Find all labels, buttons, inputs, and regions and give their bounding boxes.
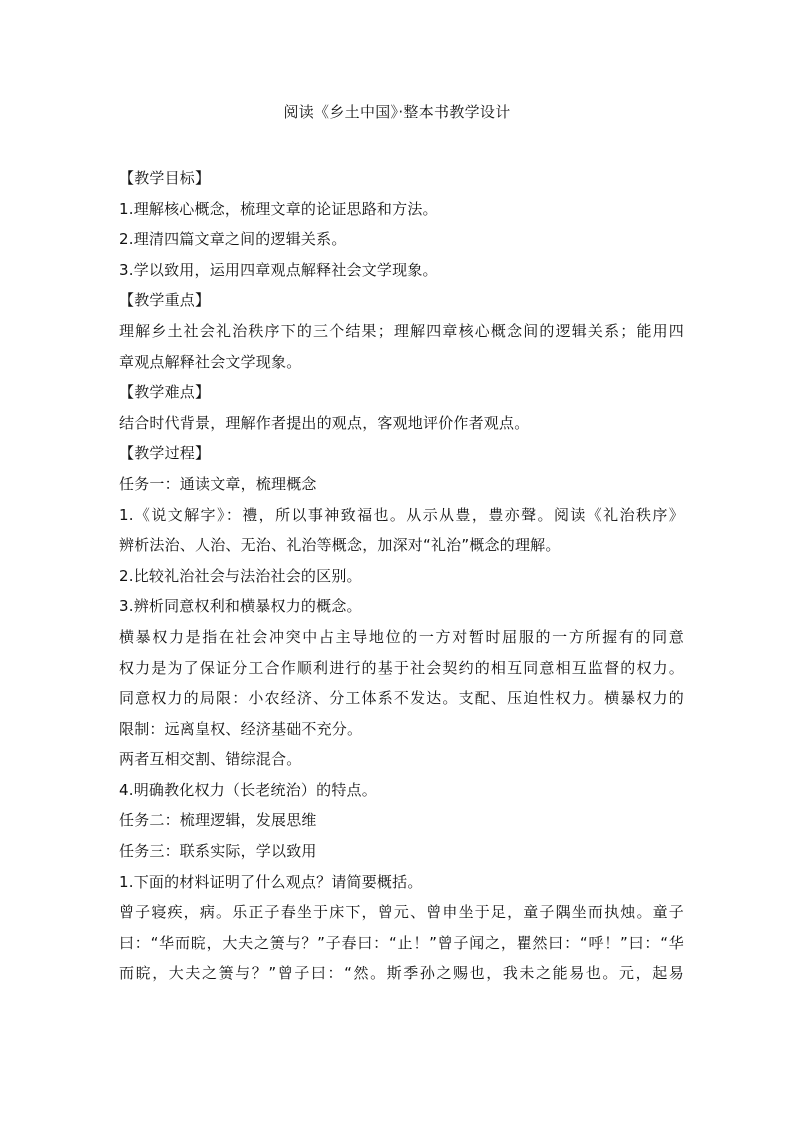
power-definition-line-1: 横暴权力是指在社会冲突中占主导地位的一方对暂时屈服的一方所握有的同意 [119, 627, 684, 646]
difficulties-text: 结合时代背景，理解作者提出的观点，客观地评价作者观点。 [119, 413, 530, 432]
task-1-item-2: 2.比较礼治社会与法治社会的区别。 [119, 566, 362, 585]
power-mixed-note: 两者互相交割、错综混合。 [119, 750, 302, 769]
objective-item-3: 3.学以致用，运用四章观点解释社会文学现象。 [119, 260, 438, 279]
task-1-item-1-line-1: 1.《说文解字》：禮，所以事神致福也。从示从豊，豊亦聲。阅读《礼治秩序》 [119, 505, 684, 524]
section-heading-objectives: 【教学目标】 [119, 169, 211, 187]
power-definition-line-2: 权力是为了保证分工合作顺利进行的基于社会契约的相互同意相互监督的权力。 [119, 658, 684, 677]
key-points-text-line-2: 章观点解释社会文学现象。 [119, 352, 302, 371]
objective-item-2: 2.理清四篇文章之间的逻辑关系。 [119, 230, 347, 249]
section-heading-difficulties: 【教学难点】 [119, 383, 211, 402]
task-3-heading: 任务三：联系实际，学以致用 [119, 842, 317, 861]
power-limits-line-1: 同意权力的局限：小农经济、分工体系不发达。支配、压迫性权力。横暴权力的 [119, 689, 684, 708]
section-heading-key-points: 【教学重点】 [119, 291, 211, 310]
objective-item-1: 1.理解核心概念，梳理文章的论证思路和方法。 [119, 199, 438, 218]
task-1-item-4: 4.明确教化权力（长老统治）的特点。 [119, 780, 377, 799]
document-body [119, 163, 684, 989]
key-points-text-line-1: 理解乡土社会礼治秩序下的三个结果；理解四章核心概念间的逻辑关系；能用四 [119, 321, 684, 340]
task-1-item-3: 3.辨析同意权利和横暴权力的概念。 [119, 597, 362, 616]
section-heading-process: 【教学过程】 [119, 444, 211, 463]
task-2-heading: 任务二：梳理逻辑，发展思维 [119, 811, 317, 830]
power-limits-line-2: 限制：远离皇权、经济基础不充分。 [119, 719, 363, 738]
task-1-item-1-line-2: 辨析法治、人治、无治、礼治等概念，加深对“礼治”概念的理解。 [119, 536, 561, 555]
document-title: 阅读《乡土中国》·整本书教学设计 [283, 103, 511, 121]
task-1-heading: 任务一：通读文章，梳理概念 [119, 474, 317, 493]
material-text-line-1: 曾子寝疾，病。乐正子春坐于床下，曾元、曾申坐于足，童子隅坐而执烛。童子 [119, 903, 684, 922]
material-text-line-3: 而睆，大夫之箦与？”曾子曰：“然。斯季孙之赐也，我未之能易也。元，起易 [119, 964, 684, 983]
material-text-line-2: 曰：“华而睆，大夫之箦与？”子春曰：“止！”曾子闻之，瞿然曰：“呼！”曰：“华 [119, 933, 684, 952]
task-3-question-1: 1.下面的材料证明了什么观点？请简要概括。 [119, 872, 423, 891]
